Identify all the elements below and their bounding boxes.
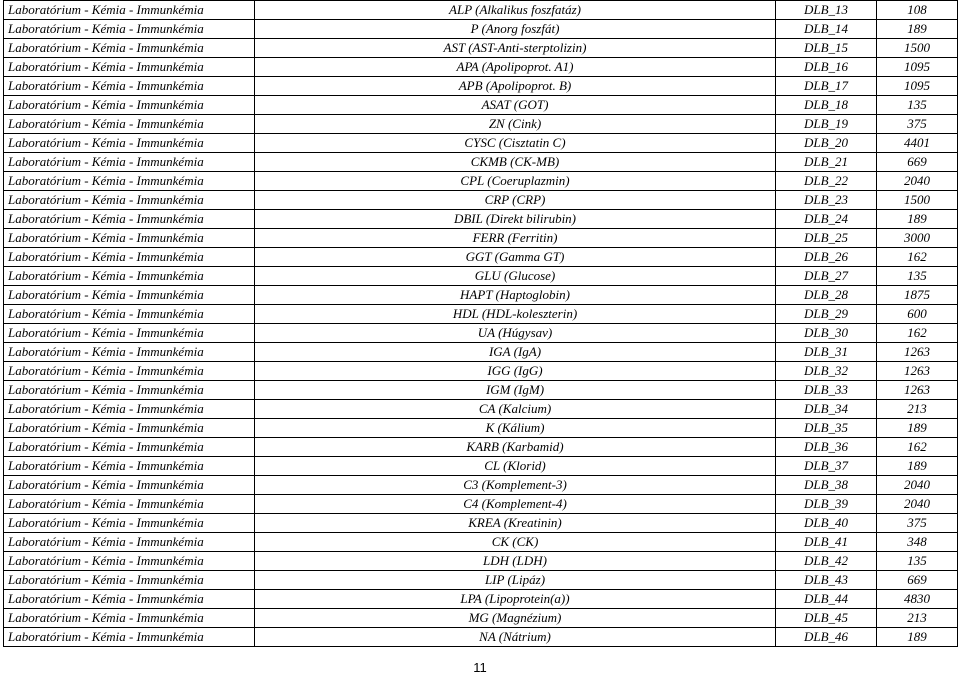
code-cell: DLB_17 bbox=[776, 77, 877, 96]
code-cell: DLB_21 bbox=[776, 153, 877, 172]
code-cell: DLB_18 bbox=[776, 96, 877, 115]
table-row bbox=[4, 362, 958, 381]
code-cell: DLB_35 bbox=[776, 419, 877, 438]
test-name-cell: HAPT (Haptoglobin) bbox=[255, 286, 776, 305]
table-row bbox=[4, 476, 958, 495]
value-cell: 375 bbox=[877, 514, 958, 533]
value-cell: 135 bbox=[877, 552, 958, 571]
test-name-cell: C3 (Komplement-3) bbox=[255, 476, 776, 495]
value-cell: 600 bbox=[877, 305, 958, 324]
department-cell: Laboratórium - Kémia - Immunkémia bbox=[4, 571, 255, 590]
table-row bbox=[4, 324, 958, 343]
department-cell: Laboratórium - Kémia - Immunkémia bbox=[4, 476, 255, 495]
test-name-cell: CRP (CRP) bbox=[255, 191, 776, 210]
department-cell: Laboratórium - Kémia - Immunkémia bbox=[4, 58, 255, 77]
table-row bbox=[4, 134, 958, 153]
table-row bbox=[4, 305, 958, 324]
value-cell: 1095 bbox=[877, 77, 958, 96]
value-cell: 2040 bbox=[877, 172, 958, 191]
code-cell: DLB_25 bbox=[776, 229, 877, 248]
test-name-cell: CL (Klorid) bbox=[255, 457, 776, 476]
department-cell: Laboratórium - Kémia - Immunkémia bbox=[4, 248, 255, 267]
table-body bbox=[4, 1, 958, 647]
test-name-cell: P (Anorg foszfát) bbox=[255, 20, 776, 39]
table-row bbox=[4, 381, 958, 400]
department-cell: Laboratórium - Kémia - Immunkémia bbox=[4, 191, 255, 210]
code-cell: DLB_39 bbox=[776, 495, 877, 514]
code-cell: DLB_15 bbox=[776, 39, 877, 58]
test-name-cell: C4 (Komplement-4) bbox=[255, 495, 776, 514]
department-cell: Laboratórium - Kémia - Immunkémia bbox=[4, 419, 255, 438]
code-cell: DLB_44 bbox=[776, 590, 877, 609]
table-row bbox=[4, 229, 958, 248]
test-name-cell: KREA (Kreatinin) bbox=[255, 514, 776, 533]
test-name-cell: ASAT (GOT) bbox=[255, 96, 776, 115]
value-cell: 1875 bbox=[877, 286, 958, 305]
department-cell: Laboratórium - Kémia - Immunkémia bbox=[4, 286, 255, 305]
table-row bbox=[4, 571, 958, 590]
code-cell: DLB_14 bbox=[776, 20, 877, 39]
code-cell: DLB_46 bbox=[776, 628, 877, 647]
test-name-cell: CA (Kalcium) bbox=[255, 400, 776, 419]
lab-price-table bbox=[3, 0, 958, 647]
table-row bbox=[4, 96, 958, 115]
value-cell: 1500 bbox=[877, 191, 958, 210]
value-cell: 213 bbox=[877, 609, 958, 628]
test-name-cell: MG (Magnézium) bbox=[255, 609, 776, 628]
test-name-cell: KARB (Karbamid) bbox=[255, 438, 776, 457]
table-row bbox=[4, 533, 958, 552]
table-row bbox=[4, 609, 958, 628]
department-cell: Laboratórium - Kémia - Immunkémia bbox=[4, 533, 255, 552]
table-row bbox=[4, 191, 958, 210]
code-cell: DLB_22 bbox=[776, 172, 877, 191]
test-name-cell: GLU (Glucose) bbox=[255, 267, 776, 286]
value-cell: 1500 bbox=[877, 39, 958, 58]
value-cell: 189 bbox=[877, 419, 958, 438]
code-cell: DLB_34 bbox=[776, 400, 877, 419]
department-cell: Laboratórium - Kémia - Immunkémia bbox=[4, 115, 255, 134]
value-cell: 189 bbox=[877, 210, 958, 229]
department-cell: Laboratórium - Kémia - Immunkémia bbox=[4, 514, 255, 533]
table-row bbox=[4, 267, 958, 286]
code-cell: DLB_19 bbox=[776, 115, 877, 134]
value-cell: 669 bbox=[877, 571, 958, 590]
test-name-cell: CKMB (CK-MB) bbox=[255, 153, 776, 172]
department-cell: Laboratórium - Kémia - Immunkémia bbox=[4, 96, 255, 115]
table-row bbox=[4, 438, 958, 457]
code-cell: DLB_42 bbox=[776, 552, 877, 571]
department-cell: Laboratórium - Kémia - Immunkémia bbox=[4, 495, 255, 514]
value-cell: 2040 bbox=[877, 495, 958, 514]
test-name-cell: LIP (Lipáz) bbox=[255, 571, 776, 590]
test-name-cell: DBIL (Direkt bilirubin) bbox=[255, 210, 776, 229]
table-row bbox=[4, 400, 958, 419]
test-name-cell: ZN (Cink) bbox=[255, 115, 776, 134]
code-cell: DLB_32 bbox=[776, 362, 877, 381]
department-cell: Laboratórium - Kémia - Immunkémia bbox=[4, 590, 255, 609]
table-row bbox=[4, 248, 958, 267]
code-cell: DLB_26 bbox=[776, 248, 877, 267]
table-row bbox=[4, 115, 958, 134]
department-cell: Laboratórium - Kémia - Immunkémia bbox=[4, 628, 255, 647]
value-cell: 135 bbox=[877, 267, 958, 286]
table-row bbox=[4, 39, 958, 58]
value-cell: 135 bbox=[877, 96, 958, 115]
code-cell: DLB_30 bbox=[776, 324, 877, 343]
value-cell: 3000 bbox=[877, 229, 958, 248]
department-cell: Laboratórium - Kémia - Immunkémia bbox=[4, 343, 255, 362]
value-cell: 4830 bbox=[877, 590, 958, 609]
department-cell: Laboratórium - Kémia - Immunkémia bbox=[4, 457, 255, 476]
test-name-cell: CK (CK) bbox=[255, 533, 776, 552]
table-row bbox=[4, 210, 958, 229]
value-cell: 162 bbox=[877, 248, 958, 267]
department-cell: Laboratórium - Kémia - Immunkémia bbox=[4, 229, 255, 248]
table-row bbox=[4, 590, 958, 609]
test-name-cell: IGA (IgA) bbox=[255, 343, 776, 362]
department-cell: Laboratórium - Kémia - Immunkémia bbox=[4, 362, 255, 381]
department-cell: Laboratórium - Kémia - Immunkémia bbox=[4, 305, 255, 324]
table-row bbox=[4, 552, 958, 571]
value-cell: 189 bbox=[877, 20, 958, 39]
page-number: 11 bbox=[473, 660, 487, 675]
test-name-cell: LDH (LDH) bbox=[255, 552, 776, 571]
table-row bbox=[4, 172, 958, 191]
value-cell: 348 bbox=[877, 533, 958, 552]
department-cell: Laboratórium - Kémia - Immunkémia bbox=[4, 153, 255, 172]
test-name-cell: K (Kálium) bbox=[255, 419, 776, 438]
code-cell: DLB_38 bbox=[776, 476, 877, 495]
department-cell: Laboratórium - Kémia - Immunkémia bbox=[4, 134, 255, 153]
table-row bbox=[4, 58, 958, 77]
value-cell: 213 bbox=[877, 400, 958, 419]
table-row bbox=[4, 20, 958, 39]
department-cell: Laboratórium - Kémia - Immunkémia bbox=[4, 1, 255, 20]
code-cell: DLB_45 bbox=[776, 609, 877, 628]
table-row bbox=[4, 514, 958, 533]
value-cell: 1263 bbox=[877, 362, 958, 381]
code-cell: DLB_41 bbox=[776, 533, 877, 552]
value-cell: 375 bbox=[877, 115, 958, 134]
department-cell: Laboratórium - Kémia - Immunkémia bbox=[4, 438, 255, 457]
code-cell: DLB_20 bbox=[776, 134, 877, 153]
value-cell: 1263 bbox=[877, 381, 958, 400]
value-cell: 4401 bbox=[877, 134, 958, 153]
table-row bbox=[4, 457, 958, 476]
test-name-cell: CPL (Coeruplazmin) bbox=[255, 172, 776, 191]
test-name-cell: NA (Nátrium) bbox=[255, 628, 776, 647]
department-cell: Laboratórium - Kémia - Immunkémia bbox=[4, 552, 255, 571]
department-cell: Laboratórium - Kémia - Immunkémia bbox=[4, 267, 255, 286]
test-name-cell: IGM (IgM) bbox=[255, 381, 776, 400]
code-cell: DLB_33 bbox=[776, 381, 877, 400]
code-cell: DLB_43 bbox=[776, 571, 877, 590]
test-name-cell: APB (Apolipoprot. B) bbox=[255, 77, 776, 96]
code-cell: DLB_36 bbox=[776, 438, 877, 457]
test-name-cell: FERR (Ferritin) bbox=[255, 229, 776, 248]
code-cell: DLB_28 bbox=[776, 286, 877, 305]
department-cell: Laboratórium - Kémia - Immunkémia bbox=[4, 381, 255, 400]
code-cell: DLB_40 bbox=[776, 514, 877, 533]
test-name-cell: LPA (Lipoprotein(a)) bbox=[255, 590, 776, 609]
department-cell: Laboratórium - Kémia - Immunkémia bbox=[4, 400, 255, 419]
department-cell: Laboratórium - Kémia - Immunkémia bbox=[4, 609, 255, 628]
value-cell: 162 bbox=[877, 438, 958, 457]
test-name-cell: ALP (Alkalikus foszfatáz) bbox=[255, 1, 776, 20]
department-cell: Laboratórium - Kémia - Immunkémia bbox=[4, 39, 255, 58]
table-row bbox=[4, 77, 958, 96]
value-cell: 108 bbox=[877, 1, 958, 20]
code-cell: DLB_13 bbox=[776, 1, 877, 20]
test-name-cell: APA (Apolipoprot. A1) bbox=[255, 58, 776, 77]
value-cell: 189 bbox=[877, 457, 958, 476]
code-cell: DLB_27 bbox=[776, 267, 877, 286]
department-cell: Laboratórium - Kémia - Immunkémia bbox=[4, 324, 255, 343]
value-cell: 669 bbox=[877, 153, 958, 172]
value-cell: 1263 bbox=[877, 343, 958, 362]
value-cell: 162 bbox=[877, 324, 958, 343]
code-cell: DLB_24 bbox=[776, 210, 877, 229]
code-cell: DLB_37 bbox=[776, 457, 877, 476]
test-name-cell: AST (AST-Anti-sterptolizin) bbox=[255, 39, 776, 58]
test-name-cell: GGT (Gamma GT) bbox=[255, 248, 776, 267]
table-row bbox=[4, 495, 958, 514]
code-cell: DLB_23 bbox=[776, 191, 877, 210]
department-cell: Laboratórium - Kémia - Immunkémia bbox=[4, 77, 255, 96]
test-name-cell: IGG (IgG) bbox=[255, 362, 776, 381]
department-cell: Laboratórium - Kémia - Immunkémia bbox=[4, 172, 255, 191]
table-row bbox=[4, 419, 958, 438]
department-cell: Laboratórium - Kémia - Immunkémia bbox=[4, 20, 255, 39]
code-cell: DLB_31 bbox=[776, 343, 877, 362]
value-cell: 189 bbox=[877, 628, 958, 647]
table-row bbox=[4, 343, 958, 362]
table-row bbox=[4, 1, 958, 20]
value-cell: 2040 bbox=[877, 476, 958, 495]
table-row bbox=[4, 153, 958, 172]
table-row bbox=[4, 286, 958, 305]
table-row bbox=[4, 628, 958, 647]
test-name-cell: HDL (HDL-koleszterin) bbox=[255, 305, 776, 324]
department-cell: Laboratórium - Kémia - Immunkémia bbox=[4, 210, 255, 229]
code-cell: DLB_16 bbox=[776, 58, 877, 77]
test-name-cell: CYSC (Cisztatin C) bbox=[255, 134, 776, 153]
test-name-cell: UA (Húgysav) bbox=[255, 324, 776, 343]
value-cell: 1095 bbox=[877, 58, 958, 77]
code-cell: DLB_29 bbox=[776, 305, 877, 324]
